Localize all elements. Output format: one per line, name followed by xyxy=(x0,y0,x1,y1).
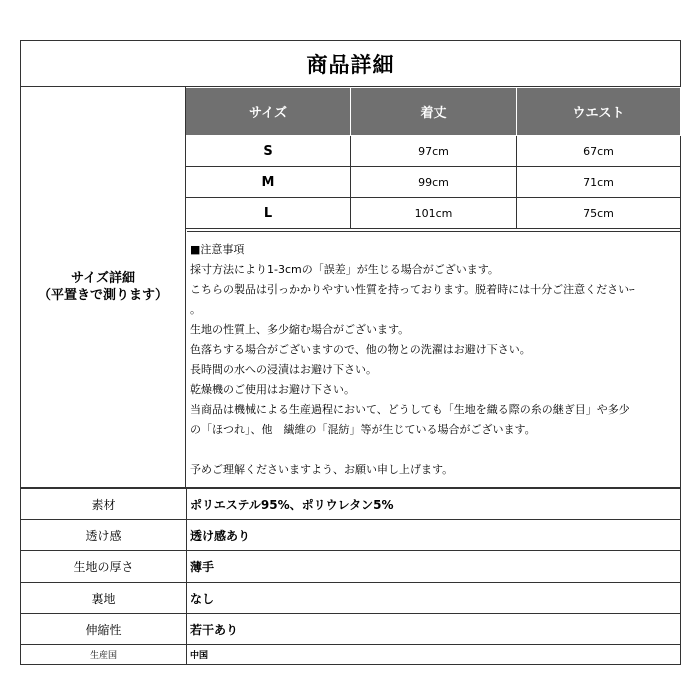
note-line: 色落ちする場合がございますので、他の物との洗濯はお避け下さい。 xyxy=(190,343,531,356)
page-title: 商品詳細 xyxy=(21,41,680,87)
attribute-value: 中国 xyxy=(190,651,209,661)
length-cell: 97cm xyxy=(351,136,517,167)
attribute-row-transparency xyxy=(21,520,680,551)
note-blank xyxy=(190,440,680,460)
attribute-row-stretch xyxy=(21,614,680,645)
waist-cell: 67cm xyxy=(517,136,681,167)
attribute-value: 透け感あり xyxy=(190,528,251,543)
table-row xyxy=(186,198,681,229)
attribute-label: 生産国 xyxy=(21,645,187,664)
note-line: 当商品は機械による生産過程において、どうしても「生地を織る際の糸の継ぎ目」や多少 xyxy=(190,403,630,416)
attribute-value: ポリエステル95%、ポリウレタン5% xyxy=(190,497,394,512)
note-line: の「ほつれ」、他 繊維の「混紡」等が生じている場合がございます。 xyxy=(190,423,536,436)
attribute-value: なし xyxy=(190,591,215,606)
attribute-row-thickness xyxy=(21,551,680,583)
length-cell: 99cm xyxy=(351,167,517,198)
waist-cell: 75cm xyxy=(517,198,681,229)
note-line: こちらの製品は引っかかりやすい性質を持っております。脱着時には十分ご注意くださいｰ xyxy=(190,283,635,296)
attribute-row-lining xyxy=(21,583,680,614)
waist-cell: 71cm xyxy=(517,167,681,198)
size-cell: M xyxy=(186,167,351,198)
attribute-row-material xyxy=(21,489,680,520)
length-cell: 101cm xyxy=(351,198,517,229)
note-line: 長時間の水への浸漬はお避け下さい。 xyxy=(190,363,377,376)
size-table-header-row xyxy=(186,88,681,136)
header-size: サイズ xyxy=(186,88,351,136)
size-detail-label-line1: サイズ詳細 xyxy=(71,271,135,286)
note-line: 。 xyxy=(190,303,201,316)
size-detail-label-line2: （平置きで測ります） xyxy=(37,288,168,303)
note-line: 採寸方法により1-3cmの「誤差」が生じる場合がございます。 xyxy=(190,263,499,276)
note-line: 乾燥機のご使用はお避け下さい。 xyxy=(190,383,355,396)
note-line: 予めご理解くださいますよう、お願い申し上げます。 xyxy=(190,463,454,476)
note-line: 生地の性質上、多少縮む場合がございます。 xyxy=(190,323,410,336)
attribute-value: 若干あり xyxy=(190,622,239,637)
note-heading: ■注意事項 xyxy=(190,243,245,256)
attribute-label: 裏地 xyxy=(21,583,187,613)
header-length: 着丈 xyxy=(351,88,517,136)
size-table xyxy=(186,87,681,229)
attribute-label: 素材 xyxy=(21,489,187,519)
attribute-value: 薄手 xyxy=(190,560,215,574)
size-cell: L xyxy=(186,198,351,229)
caution-notes xyxy=(187,231,680,487)
size-cell: S xyxy=(186,136,351,167)
size-detail-label xyxy=(21,87,186,487)
table-row xyxy=(186,136,681,167)
attribute-label: 生地の厚さ xyxy=(21,551,187,582)
attribute-label: 伸縮性 xyxy=(21,614,187,644)
table-row xyxy=(186,167,681,198)
attribute-label: 透け感 xyxy=(21,520,187,550)
attribute-row-origin xyxy=(21,645,680,664)
header-waist: ウエスト xyxy=(517,88,681,136)
